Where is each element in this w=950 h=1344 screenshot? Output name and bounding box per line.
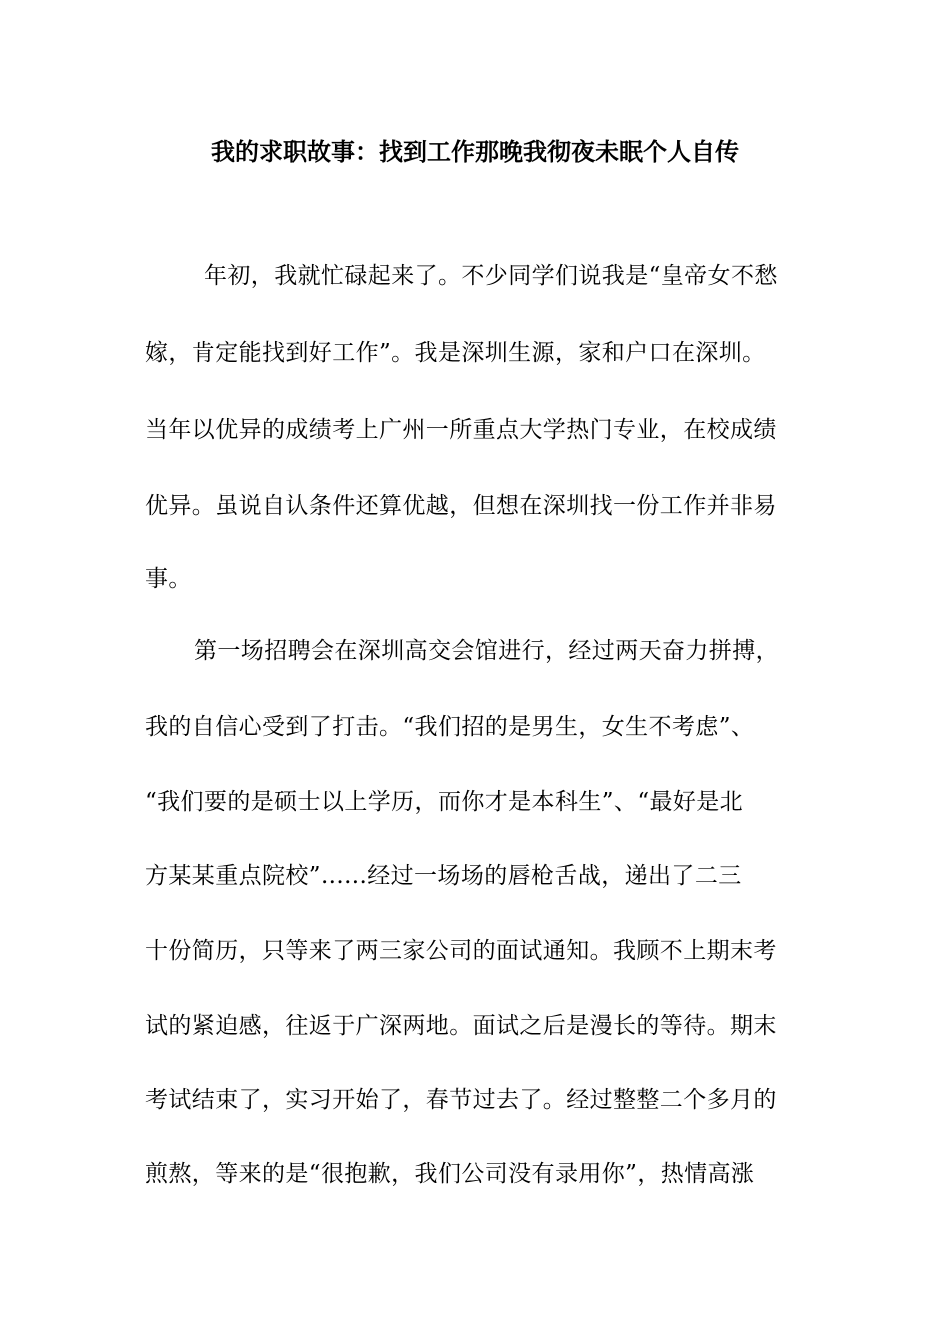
document-title: 我的求职故事：找到工作那晚我彻夜未眠个人自传 <box>211 137 739 166</box>
paragraph-line: 考试结束了，实习开始了，春节过去了。经过整整二个多月的 <box>145 1087 777 1113</box>
paragraph-line: 嫁，肯定能找到好工作”。我是深圳生源，家和户口在深圳。 <box>145 340 766 366</box>
paragraph-line: 当年以优异的成绩考上广州一所重点大学热门专业，在校成绩 <box>145 417 777 443</box>
paragraph-line: 煎熬，等来的是“很抱歉，我们公司没有录用你”，热情高涨 <box>145 1161 755 1187</box>
paragraph-line: 事。 <box>145 566 192 592</box>
paragraph-line: 第一场招聘会在深圳高交会馆进行，经过两天奋力拼搏， <box>194 638 779 664</box>
paragraph-line: 我的自信心受到了打击。“我们招的是男生，女生不考虑”、 <box>145 714 755 740</box>
paragraph-line: 试的紧迫感，往返于广深两地。面试之后是漫长的等待。期末 <box>145 1013 777 1039</box>
paragraph-line: 年初，我就忙碌起来了。不少同学们说我是“皇帝女不愁 <box>204 263 778 289</box>
paragraph-line: 方某某重点院校”......经过一场场的唇枪舌战，递出了二三 <box>145 863 742 889</box>
paragraph-line: 十份简历，只等来了两三家公司的面试通知。我顾不上期末考 <box>145 938 777 964</box>
paragraph-line: “我们要的是硕士以上学历，而你才是本科生”、“最好是北 <box>145 789 744 815</box>
paragraph-line: 优异。虽说自认条件还算优越，但想在深圳找一份工作并非易 <box>145 493 777 519</box>
